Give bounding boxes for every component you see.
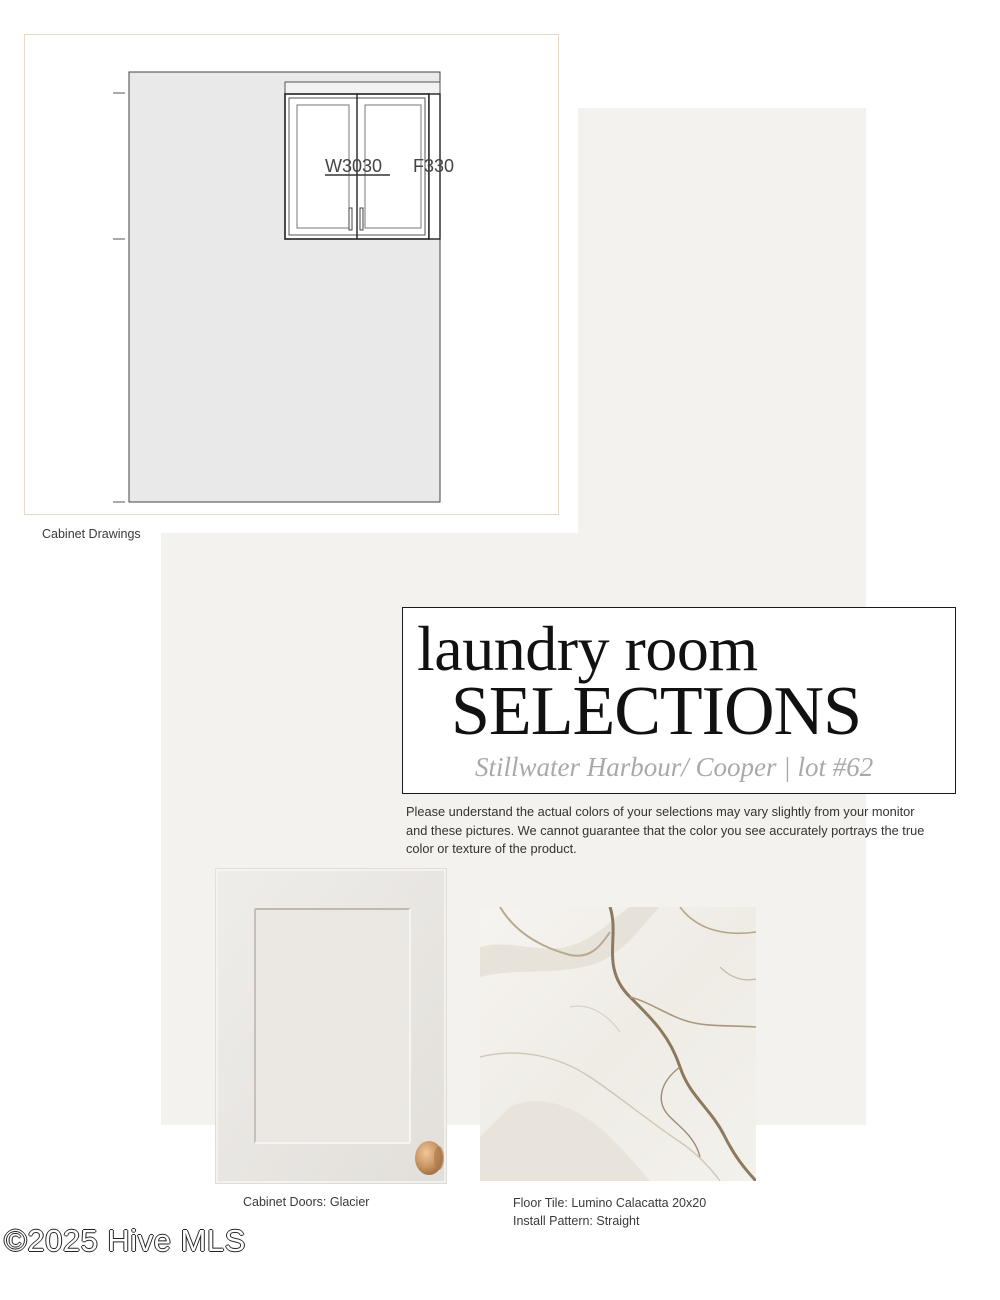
title-box: [402, 607, 956, 794]
background-panel-top: [578, 108, 866, 538]
cabinet-door-image: [215, 868, 447, 1184]
mls-watermark: ©2025 Hive MLS: [4, 1223, 246, 1258]
cabinet-drawings-caption: Cabinet Drawings: [42, 527, 141, 541]
floor-tile-image: [480, 907, 756, 1181]
filler-label-f330: F330: [413, 156, 455, 176]
title-selections: SELECTIONS: [451, 673, 861, 750]
cabinet-top-molding: [285, 82, 440, 94]
floor-tile-caption: Floor Tile: Lumino Calacatta 20x20: [513, 1196, 707, 1210]
cabinet-drawing-frame: [24, 34, 559, 515]
title-laundry-room: laundry room: [417, 613, 758, 684]
color-disclaimer: Please understand the actual colors of your selections may vary slightly from your monitor and these pictures. We cannot guarantee that the color you see accurately portrays the true color or texture of the product.: [406, 804, 925, 856]
install-pattern-caption: Install Pattern: Straight: [513, 1214, 640, 1228]
cabinet-label-w3030: W3030: [325, 156, 383, 176]
cabinet-drawing: [25, 35, 560, 516]
project-subtitle: Stillwater Harbour/ Cooper | lot #62: [475, 752, 874, 782]
cabinet-doors-caption: Cabinet Doors: Glacier: [243, 1195, 370, 1209]
